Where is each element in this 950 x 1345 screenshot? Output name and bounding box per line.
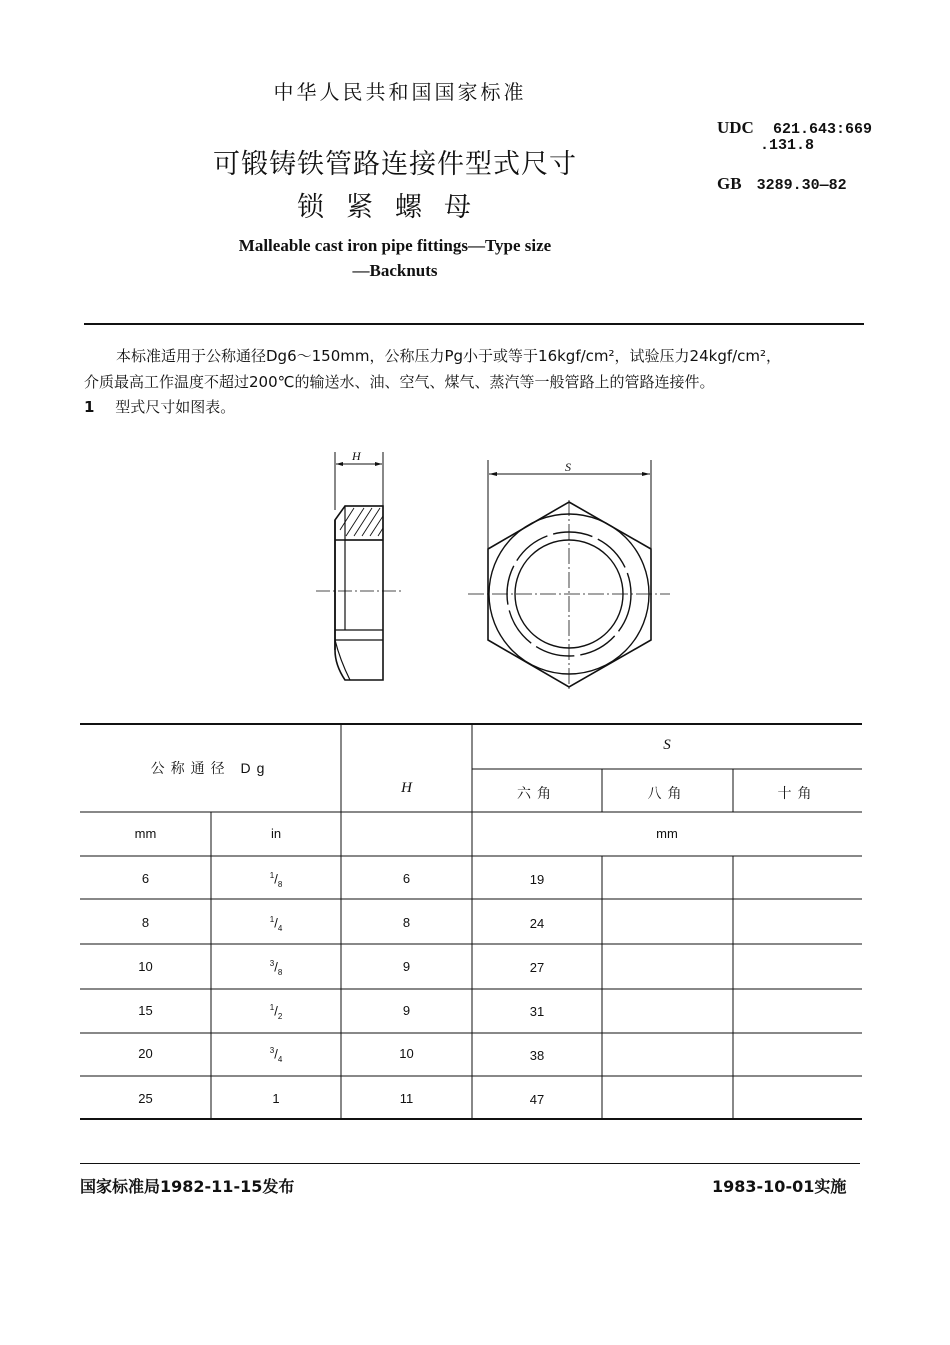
label-s: S: [565, 460, 571, 474]
standard-header: 中华人民共和国国家标准: [273, 80, 527, 104]
unit-mm-s: mm: [656, 826, 678, 841]
scope-paragraph-line2: 介质最高工作温度不超过200℃的输送水、油、空气、煤气、蒸汽等一般管路上的管路连接件。: [84, 373, 715, 391]
cell-hex: 19: [529, 872, 545, 887]
side-view: [316, 452, 404, 680]
cell-mm: 15: [138, 1003, 153, 1018]
footer-rule: [80, 1163, 860, 1164]
cell-hex: 47: [529, 1092, 545, 1107]
cell-h: 9: [402, 959, 411, 974]
section-text: 型式尺寸如图表。: [115, 398, 236, 416]
section-number: 1: [84, 398, 95, 416]
header-nominal-diameter: 公称通径 Dg: [150, 760, 271, 776]
scope-paragraph-line1: 本标准适用于公称通径Dg6～150mm，公称压力Pg小于或等于16kgf/cm²，试验压力24kgf/cm²，: [116, 347, 782, 365]
udc-label: UDC: [717, 118, 754, 137]
gb-number: 3289.30—82: [756, 177, 847, 194]
subtitle-chinese: 锁紧螺母: [297, 192, 493, 223]
header-h: H: [401, 780, 412, 796]
title-english: Malleable cast iron pipe fittings—Type size: [238, 236, 552, 255]
cell-mm: 6: [141, 871, 150, 886]
header-dec: 十角: [777, 785, 818, 801]
cell-h: 10: [399, 1046, 414, 1061]
cell-in: $^3/_8$: [269, 959, 283, 977]
cell-mm: 8: [141, 915, 150, 930]
header-hex: 六角: [517, 785, 557, 801]
cell-in: $^1/_8$: [269, 871, 283, 889]
cell-hex: 24: [529, 916, 545, 931]
cell-h: 6: [402, 871, 411, 886]
cell-hex: 27: [529, 960, 545, 975]
cell-hex: 38: [529, 1048, 545, 1063]
cell-in: 1: [272, 1091, 280, 1106]
cell-h: 8: [402, 915, 411, 930]
udc-number-continued: .131.8: [760, 137, 815, 154]
label-h: H: [352, 449, 361, 463]
cell-in: $^3/_4$: [269, 1046, 283, 1064]
front-view: [468, 460, 670, 690]
cell-h: 9: [402, 1003, 411, 1018]
title-chinese: 可锻铸铁管路连接件型式尺寸: [213, 149, 577, 180]
cell-hex: 31: [529, 1004, 545, 1019]
udc-number: 621.643:669: [772, 121, 872, 138]
title-english-continued: —Backnuts: [352, 261, 438, 280]
unit-mm: mm: [134, 826, 157, 841]
cell-in: $^1/_4$: [269, 915, 283, 933]
header-s: S: [663, 737, 671, 753]
issued-date: 国家标准局1982-11-15发布: [80, 1177, 295, 1196]
gb-label: GB: [717, 174, 742, 193]
cell-mm: 10: [138, 959, 153, 974]
cell-mm: 25: [138, 1091, 153, 1106]
cell-h: 11: [399, 1091, 414, 1106]
unit-in: in: [270, 826, 282, 841]
effective-date: 1983-10-01实施: [712, 1177, 847, 1196]
header-oct: 八角: [647, 785, 688, 801]
cell-mm: 20: [138, 1046, 153, 1061]
cell-in: $^1/_2$: [269, 1003, 283, 1021]
